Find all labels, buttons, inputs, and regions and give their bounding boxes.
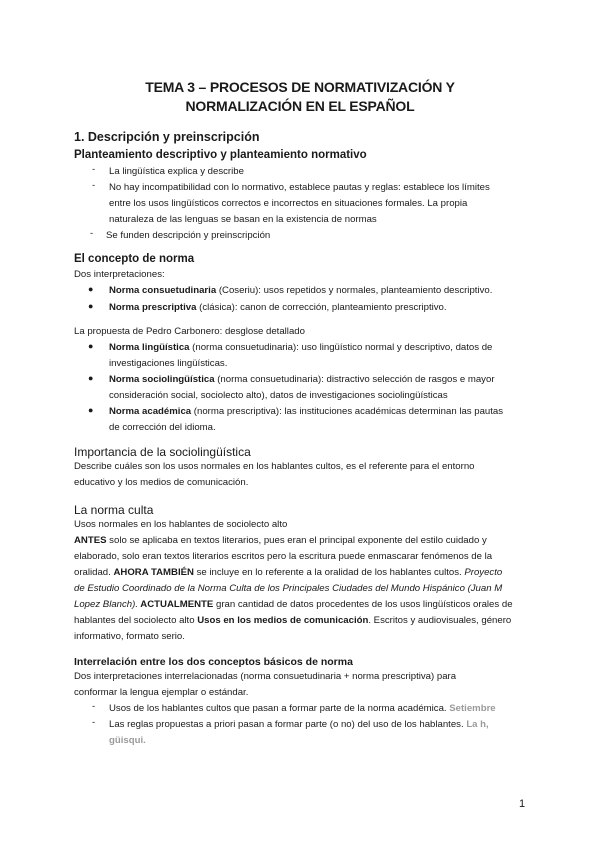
- emphasis: ACTUALMENTE: [138, 599, 214, 610]
- paragraph-line: elaborado, solo eran textos literarios escritos pero la escritura puede enmascarar fenómenos de la: [74, 551, 493, 562]
- subsection-heading: El concepto de norma: [74, 253, 195, 265]
- paragraph-line: [74, 533, 530, 550]
- text: solo se aplicaba en textos literarios, pues eran el principal exponente del estilo cuidado y: [106, 535, 487, 546]
- dash-marker: -: [92, 717, 96, 728]
- bullet-item-continuation: consideración social, sociolecto alto), datos de investigaciones sociolingüísticas: [109, 390, 448, 401]
- example-note: güisqui.: [109, 735, 146, 746]
- term: Norma consuetudinaria: [109, 285, 217, 296]
- paragraph-line: Dos interpretaciones interrelacionadas (norma consuetudinaria + norma prescriptiva) para: [74, 671, 457, 682]
- dash-item: [109, 701, 496, 718]
- text: Usos de los hablantes cultos que pasan a formar parte de la norma académica.: [109, 703, 450, 714]
- dash-item: Se funden descripción y preinscripción: [106, 230, 271, 241]
- term: Norma prescriptiva: [109, 302, 197, 313]
- dash-item-continuation: naturaleza de las lenguas se basan en la existencia de normas: [109, 214, 377, 225]
- bullet-item-continuation: de corrección del idioma.: [109, 422, 216, 433]
- document-title-line-2: NORMALIZACIÓN EN EL ESPAÑOL: [185, 98, 415, 114]
- emphasis: AHORA TAMBIÉN: [113, 567, 194, 578]
- paragraph-line: Describe cuáles son los usos normales en los hablantes cultos, es el referente para el entorno: [74, 461, 475, 472]
- dash-marker: -: [92, 701, 96, 712]
- emphasis: Usos en los medios de comunicación: [197, 615, 369, 626]
- bullet-icon: ●: [88, 373, 94, 383]
- bullet-item: [109, 340, 492, 357]
- dash-item-continuation: entre los usos lingüísticos correctos e incorrectos en situaciones formales. La propia: [109, 198, 468, 209]
- definition: (norma prescriptiva): las instituciones académicas determinan las pautas: [191, 406, 504, 417]
- dash-item: [109, 717, 489, 734]
- paragraph-line: [74, 581, 530, 598]
- citation: de Estudio Coordinado de la Norma Culta de los Principales Ciudades del Mundo Hispánico (Juan M: [74, 583, 503, 594]
- text: gran cantidad de datos procedentes de los usos lingüísticos orales de: [213, 599, 513, 610]
- definition: (norma consuetudinaria): uso lingüístico normal y descriptivo, datos de: [189, 342, 493, 353]
- term: Norma lingüística: [109, 342, 190, 353]
- bullet-item: [109, 300, 447, 317]
- text: oralidad.: [74, 567, 114, 578]
- paragraph-line: [74, 597, 530, 614]
- bullet-icon: ●: [88, 284, 94, 294]
- paragraph-line: [74, 565, 530, 582]
- dash-marker: -: [92, 180, 96, 191]
- paragraph-line: educativo y los medios de comunicación.: [74, 477, 249, 488]
- subsection-heading: [74, 503, 153, 517]
- definition: (clásica): canon de corrección, planteamiento prescriptivo.: [196, 302, 447, 313]
- bullet-icon: ●: [88, 301, 94, 311]
- text: Las reglas propuestas a priori pasan a formar parte (o no) del uso de los hablantes.: [109, 719, 467, 730]
- citation: Lopez Blanch).: [74, 599, 138, 610]
- citation: Proyecto: [464, 567, 503, 578]
- heading-text: Importancia de la sociolingüística: [74, 445, 251, 459]
- bullet-item: [109, 283, 492, 300]
- bullet-item: [109, 372, 495, 389]
- dash-item: No hay incompatibilidad con lo normativo, establece pautas y reglas: establece los límites: [109, 182, 490, 193]
- text: . Escritos y audiovisuales, género: [368, 615, 512, 626]
- subsection-heading: [74, 445, 251, 459]
- definition: (Coseriu): usos repetidos y normales, planteamiento descriptivo.: [216, 285, 493, 296]
- paragraph-line: informativo, formato serio.: [74, 631, 185, 642]
- page-number: 1: [519, 798, 526, 810]
- paragraph: Dos interpretaciones:: [74, 269, 165, 280]
- term: Norma sociolingüística: [109, 374, 215, 385]
- bullet-item: [109, 404, 503, 421]
- definition: (norma consuetudinaria): distractivo selección de rasgos e mayor: [214, 374, 495, 385]
- dash-item-continuation: [109, 733, 146, 750]
- subsection-heading: Interrelación entre los dos conceptos básicos de norma: [74, 656, 353, 668]
- subsection-heading: Planteamiento descriptivo y planteamiento normativo: [74, 149, 367, 161]
- document-title-line-1: TEMA 3 – PROCESOS DE NORMATIVIZACIÓN Y: [145, 79, 455, 95]
- paragraph-line: Usos normales en los hablantes de sociolecto alto: [74, 519, 288, 530]
- example-note: La h,: [466, 719, 489, 730]
- example-note: Setiembre: [449, 703, 496, 714]
- section-heading: 1. Descripción y preinscripción: [74, 130, 260, 144]
- emphasis: ANTES: [74, 535, 107, 546]
- heading-text: La norma culta: [74, 503, 154, 517]
- bullet-icon: ●: [88, 341, 94, 351]
- bullet-icon: ●: [88, 405, 94, 415]
- dash-marker: -: [90, 228, 94, 239]
- dash-marker: -: [92, 164, 96, 175]
- dash-item: La lingüística explica y describe: [109, 166, 244, 177]
- bullet-item-continuation: investigaciones lingüísticas.: [109, 358, 228, 369]
- text: hablantes del sociolecto alto: [74, 615, 198, 626]
- paragraph-line: [74, 613, 530, 630]
- paragraph: La propuesta de Pedro Carbonero: desglose detallado: [74, 326, 305, 337]
- term: Norma académica: [109, 406, 192, 417]
- text: se incluye en lo referente a la oralidad de los hablantes cultos.: [193, 567, 465, 578]
- paragraph-line: conformar la lengua ejemplar o estándar.: [74, 687, 249, 698]
